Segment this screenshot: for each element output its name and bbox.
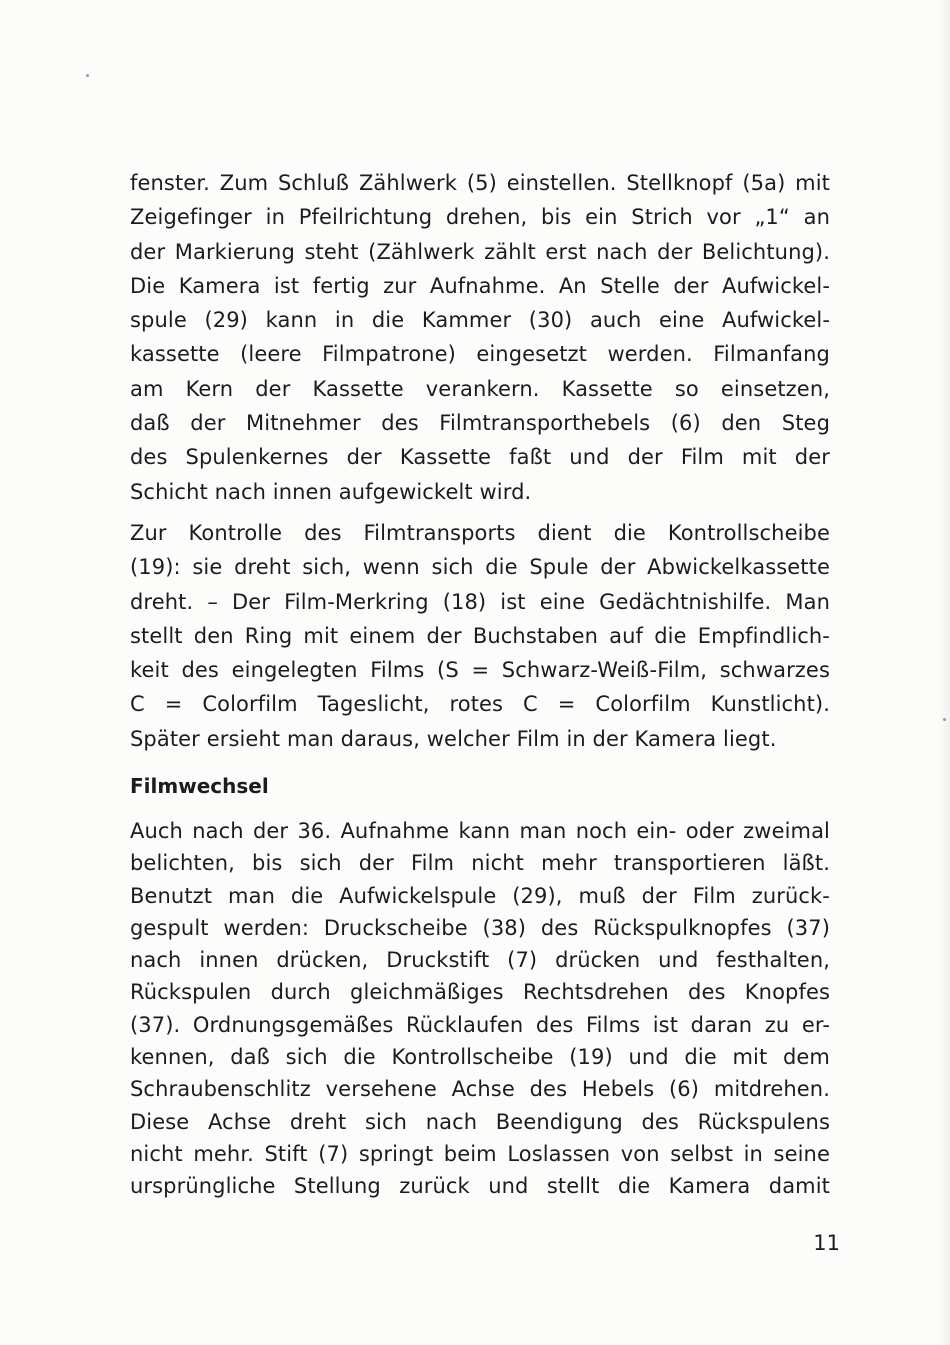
text-line: Später ersieht man daraus, welcher Film in der Kamera liegt.: [130, 726, 777, 751]
text-line: keit des eingelegten Films (S = Schwarz-Weiß-Film, schwarzes: [130, 658, 830, 683]
text-line: Auch nach der 36. Aufnahme kann man noch ein- oder zweimal: [130, 819, 830, 843]
paper-speck: [86, 74, 89, 77]
text-line: Benutzt man die Aufwickelspule (29), muß der Film zurück-: [130, 883, 830, 908]
paragraph-film-control: [130, 516, 830, 756]
text-line: belichten, bis sich der Film nicht mehr transportieren läßt.: [130, 851, 830, 876]
paragraph-camera-loading: [130, 166, 830, 509]
text-line: am Kern der Kassette verankern. Kassette so einsetzen,: [130, 376, 830, 401]
text-line: kennen, daß sich die Kontrollscheibe (19) und die mit dem: [130, 1045, 830, 1070]
text-line: fenster. Zum Schluß Zählwerk (5) einstellen. Stellknopf (5a) mit: [130, 171, 830, 195]
text-line: nach innen drücken, Druckstift (7) drücken und festhalten,: [130, 948, 830, 973]
text-line: dreht. – Der Film-Merkring (18) ist eine Gedächtnishilfe. Man: [130, 589, 830, 614]
page-edge-shadow: [938, 0, 950, 1345]
text-line: nicht mehr. Stift (7) springt beim Loslassen von selbst in seine: [130, 1141, 830, 1166]
text-line: Schraubenschlitz versehene Achse des Hebels (6) mitdrehen.: [130, 1077, 830, 1102]
text-line: ursprüngliche Stellung zurück und stellt die Kamera damit: [130, 1174, 830, 1199]
paper-speck: [943, 718, 946, 721]
text-line: gespult werden: Druckscheibe (38) des Rückspulknopfes (37): [130, 915, 830, 940]
text-line: C = Colorfilm Tageslicht, rotes C = Colorfilm Kunstlicht).: [130, 692, 830, 717]
text-line: (19): sie dreht sich, wenn sich die Spule der Abwickelkassette: [130, 555, 830, 580]
text-line: Schicht nach innen aufgewickelt wird.: [130, 479, 532, 504]
text-line: Zur Kontrolle des Filmtransports dient die Kontrollscheibe: [130, 521, 830, 545]
text-line: (37). Ordnungsgemäßes Rücklaufen des Films ist daran zu er-: [130, 1012, 830, 1037]
text-line: kassette (leere Filmpatrone) eingesetzt werden. Filmanfang: [130, 342, 830, 367]
section-heading: Filmwechsel: [130, 774, 269, 798]
paragraph-film-change: [130, 815, 830, 1203]
text-line: spule (29) kann in die Kammer (30) auch eine Aufwickel-: [130, 308, 830, 333]
text-line: daß der Mitnehmer des Filmtransporthebels (6) den Steg: [130, 411, 830, 436]
text-line: der Markierung steht (Zählwerk zählt erst nach der Belichtung).: [130, 239, 830, 264]
text-line: stellt den Ring mit einem der Buchstaben auf die Empfindlich-: [130, 623, 830, 648]
text-line: Diese Achse dreht sich nach Beendigung des Rückspulens: [130, 1109, 830, 1134]
text-line: Zeigefinger in Pfeilrichtung drehen, bis ein Strich vor „1“ an: [130, 205, 830, 230]
text-line: Die Kamera ist fertig zur Aufnahme. An Stelle der Aufwickel-: [130, 273, 830, 298]
text-line: Rückspulen durch gleichmäßiges Rechtsdrehen des Knopfes: [130, 980, 830, 1005]
text-line: des Spulenkernes der Kassette faßt und der Film mit der: [130, 445, 830, 470]
page-number: 11: [813, 1231, 840, 1255]
